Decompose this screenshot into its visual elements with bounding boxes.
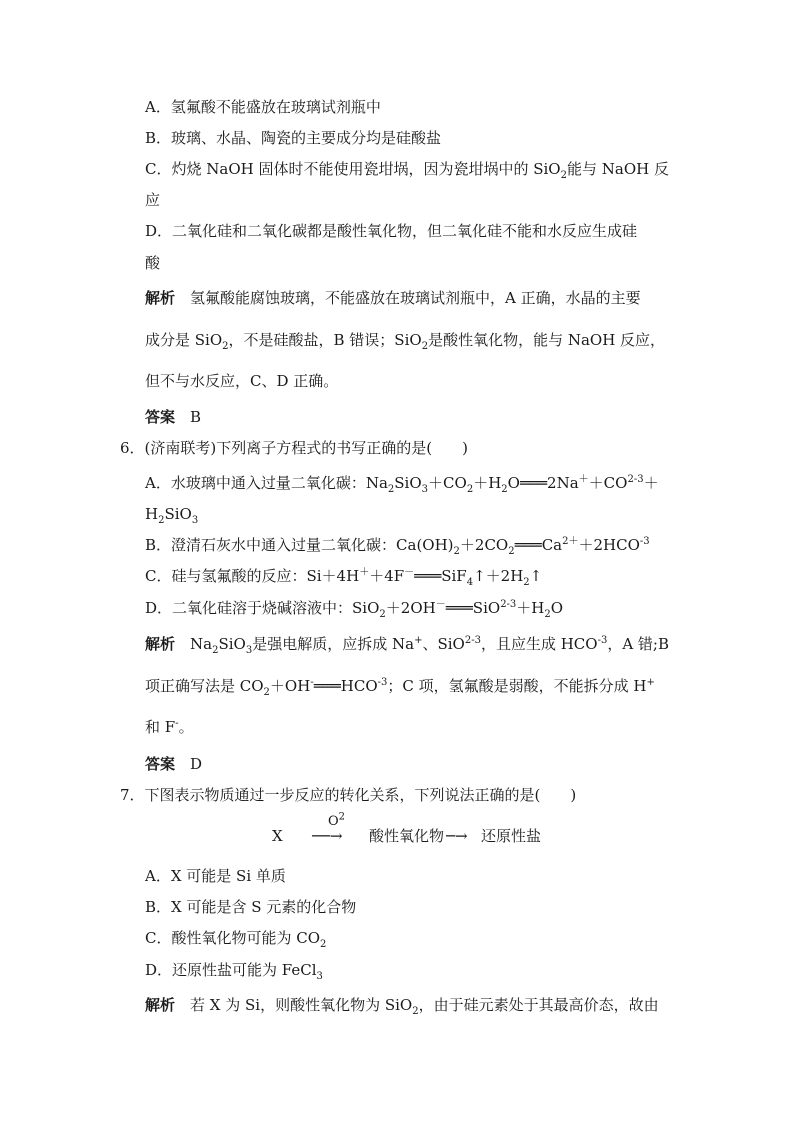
q6-analysis-line1: 解析 $Na_2SiO_3$是强电解质，应拆成 Na+、SiO$^{2-3}$，且应生成 $HCO^{-3}$，A 错;B	[145, 635, 670, 656]
q5-option-a: A．氢氟酸不能盛放在玻璃试剂瓶中	[145, 98, 381, 116]
q6-option-b: B．澄清石灰水中通入过量二氧化碳：$Ca(OH)_2+2CO_2═══Ca^{2+}+2HCO^{-3}$	[145, 536, 650, 557]
q5-analysis-line3: 但不与水反应，C、D 正确。	[145, 372, 339, 390]
q6-option-a: A．水玻璃中通入过量二氧化碳：$Na_2SiO_3+CO_2+H_2O═══2Na^++CO^{2-3}+$	[145, 474, 659, 495]
q7-diagram-o2-label: $O^2$	[328, 811, 346, 829]
q7-diagram-acidic-oxide: 酸性氧化物	[369, 827, 445, 845]
q7-option-a: A．X 可能是 Si 单质	[145, 867, 286, 885]
q7-analysis-line1: 解析 若 X 为 Si，则酸性氧化物为 SiO$_2$，由于硅元素处于其最高价态，故由	[145, 996, 659, 1017]
q6-answer: 答案 D	[145, 755, 203, 773]
q7-diagram-arrow-2: ─→	[446, 827, 468, 845]
q5-option-b: B．玻璃、水晶、陶瓷的主要成分均是硅酸盐	[145, 129, 442, 147]
q7-option-c: C．酸性氧化物可能为 $CO_2$	[145, 929, 327, 950]
q7-diagram-x: X	[272, 827, 283, 845]
q6-option-a-cont: $H_2SiO_3$	[145, 505, 199, 526]
q6-option-c: C．硅与氢氟酸的反应：$Si+4H^++4F^-═══SiF_4↑+2H_2↑$	[145, 567, 543, 588]
q7-option-d: D．还原性盐可能为 FeCl$_3$	[145, 961, 323, 982]
q5-option-c-cont: 应	[145, 191, 161, 209]
answer-label: 答案	[145, 408, 176, 426]
q5-analysis-line2: 成分是 SiO$_2$，不是硅酸盐，B 错误；SiO$_2$是酸性氧化物，能与 NaOH 反应，	[145, 331, 666, 352]
q6-option-d: D．二氧化硅溶于烧碱溶液中：$SiO_2+2OH^-═══SiO^{2-3}+H_2O$	[145, 599, 564, 620]
analysis-label: 解析	[145, 289, 176, 307]
q6-stem: 6．(济南联考)下列离子方程式的书写正确的是( )	[120, 439, 468, 457]
q5-option-c: C．灼烧 NaOH 固体时不能使用瓷坩埚，因为瓷坩埚中的 SiO$_2$能与 NaOH 反	[145, 160, 669, 181]
answer-label: 答案	[145, 755, 176, 773]
q7-diagram-reducing-salt: 还原性盐	[481, 827, 542, 845]
q5-option-d-cont: 酸	[145, 254, 161, 272]
q7-option-b: B．X 可能是含 S 元素的化合物	[145, 898, 357, 916]
q5-option-d: D．二氧化硅和二氧化碳都是酸性氧化物，但二氧化硅不能和水反应生成硅	[145, 222, 638, 240]
q6-analysis-line3: 和 F-。	[145, 718, 194, 736]
q5-analysis-line1: 解析 氢氟酸能腐蚀玻璃，不能盛放在玻璃试剂瓶中，A 正确，水晶的主要	[145, 289, 641, 307]
analysis-label: 解析	[145, 996, 176, 1014]
q7-stem: 7．下图表示物质通过一步反应的转化关系，下列说法正确的是( )	[120, 786, 577, 804]
analysis-label: 解析	[145, 635, 176, 653]
q5-answer: 答案 B	[145, 408, 202, 426]
q7-diagram-arrow-1: ──→	[312, 827, 343, 845]
q6-analysis-line2: 项正确写法是 $CO_2+OH^-═══HCO^{-3}$；C 项，氢氟酸是弱酸，不能拆分成 H+	[145, 677, 655, 698]
